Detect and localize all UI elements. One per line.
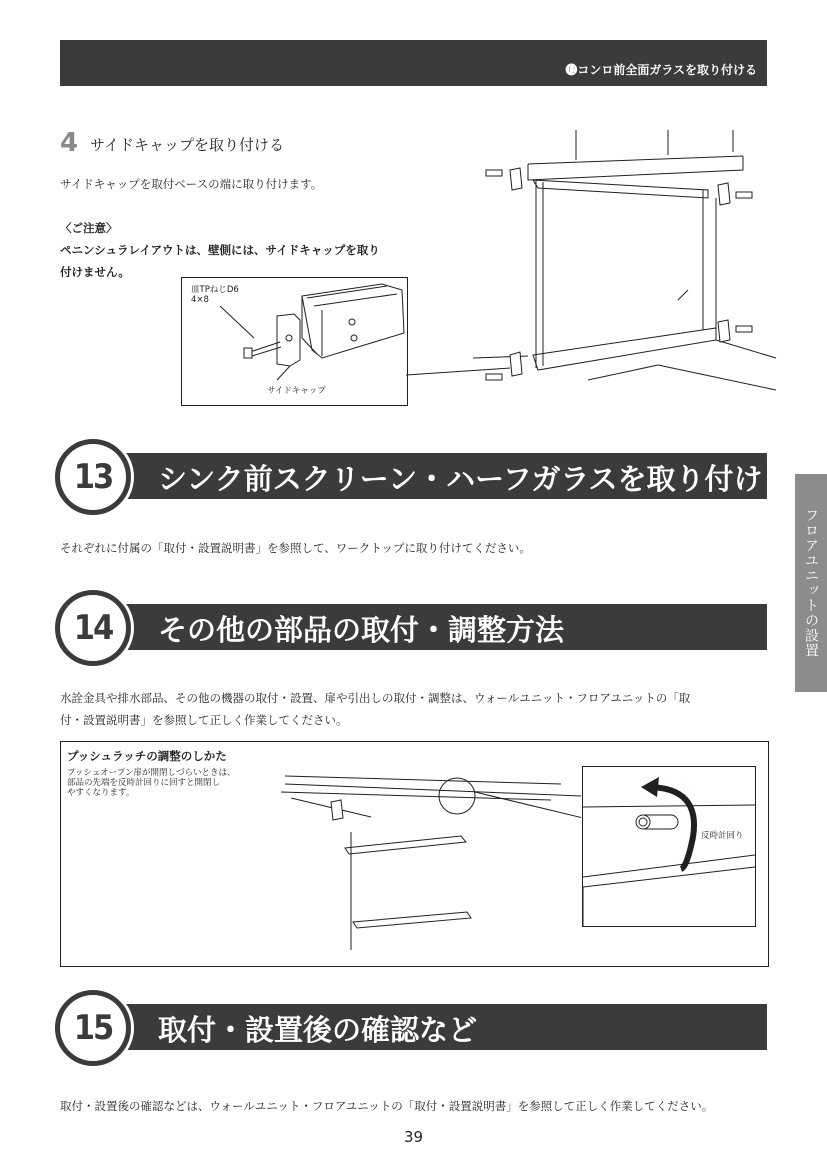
shelf-cabinet-illustration: [261, 762, 581, 962]
screw-size-label: 4×8: [191, 295, 209, 305]
step-number: 4: [60, 128, 79, 158]
push-latch-box: [60, 741, 769, 967]
section-15-body: 取付・設置後の確認などは、ウォールユニット・フロアユニットの「取付・設置説明書」を参照して正しく作業してください。: [60, 1099, 714, 1113]
section-13-title: シンク前スクリーン・ハーフガラスを取り付ける: [158, 462, 792, 496]
section-14-number: 14: [73, 608, 113, 648]
section-13-badge: [52, 436, 134, 518]
push-latch-text-line2: 部品の先端を反時計回りに回すと開閉し: [67, 778, 221, 788]
step-description: サイドキャップを取付ベースの端に取り付けます。: [60, 177, 323, 191]
section-14-bar: [100, 604, 767, 650]
push-latch-detail-illustration: [583, 767, 755, 926]
cabinet-glass-illustration: [398, 130, 778, 400]
section-15-title: 取付・設置後の確認など: [158, 1013, 478, 1047]
push-latch-text-line3: やすくなります。: [67, 788, 135, 798]
section-15-bar: [100, 1004, 767, 1050]
rotation-label: 反時計回り: [701, 831, 744, 841]
push-latch-detail-box: [582, 766, 756, 927]
section-14-title: その他の部品の取付・調整方法: [158, 613, 565, 647]
section-15-badge: [52, 987, 134, 1069]
screw-label: 皿TPねじD6: [191, 285, 239, 295]
side-tab: [795, 474, 827, 692]
side-cap-detail-box: [181, 277, 408, 406]
caution-text-line1: ペニンシュラレイアウトは、壁側には、サイドキャップを取り: [60, 243, 380, 257]
step-title: サイドキャップを取り付ける: [90, 136, 284, 154]
caution-heading: 〈ご注意〉: [60, 221, 118, 235]
side-cap-label: サイドキャップ: [267, 386, 326, 396]
side-tab-label: フロアユニットの設置: [803, 508, 819, 658]
section-14-body-line1: 水詮金具や排水部品、その他の機器の取付・設置、扉や引出しの取付・調整は、ウォールユニット・フロアユニットの「取: [60, 691, 691, 705]
page-number: 39: [403, 1128, 424, 1146]
section-13-bar: [100, 453, 792, 499]
section-14-body-line2: 付・設置説明書」を参照して正しく作業してください。: [60, 713, 348, 727]
push-latch-text-line1: プッシュオープン扉が開閉しづらいときは、: [67, 768, 236, 778]
caution-text-line2: 付けません。: [60, 265, 130, 279]
header-title: ⓬コンロ前全面ガラスを取り付ける: [565, 63, 757, 77]
section-13-body: それぞれに付属の「取付・設置説明書」を参照して、ワークトップに取り付けてください。: [60, 541, 531, 555]
section-14-badge: [52, 587, 134, 669]
section-15-number: 15: [73, 1008, 113, 1048]
header-bar: [60, 40, 767, 86]
push-latch-heading: プッシュラッチの調整のしかた: [67, 749, 227, 763]
section-13-number: 13: [73, 457, 113, 497]
